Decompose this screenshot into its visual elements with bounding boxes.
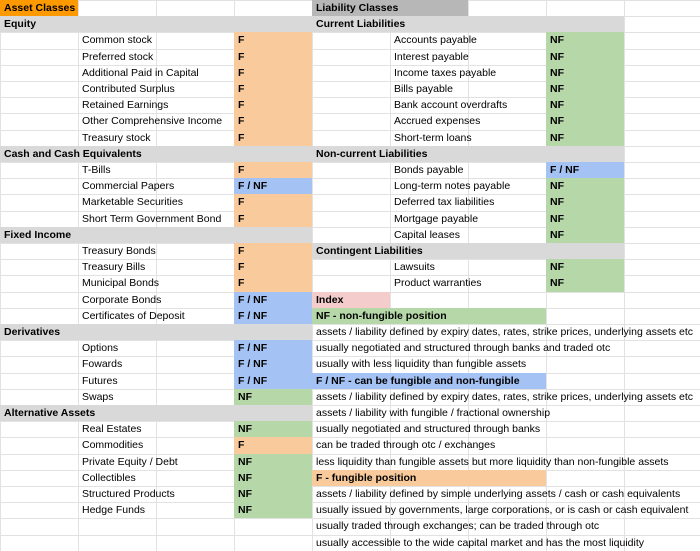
asset-tag[interactable]: F / NF bbox=[234, 292, 312, 308]
liability-tag[interactable]: NF bbox=[546, 97, 624, 113]
asset-tag[interactable]: F bbox=[234, 113, 312, 129]
legend-nf-heading[interactable]: NF - non-fungible position bbox=[312, 308, 546, 324]
asset-tag[interactable]: F bbox=[234, 259, 312, 275]
legend-nf-note[interactable]: usually with less liquidity than fungible assets bbox=[316, 358, 527, 371]
legend-f-note[interactable]: usually issued by governments, large corporations, or is cash or cash equivalent bbox=[316, 504, 689, 517]
asset-tag[interactable]: F bbox=[234, 97, 312, 113]
asset-tag[interactable]: F / NF bbox=[234, 340, 312, 356]
asset-section-fixed-income[interactable]: Fixed Income bbox=[4, 228, 72, 241]
asset-item-fowards[interactable]: Fowards bbox=[82, 358, 123, 371]
asset-item-real-estates[interactable]: Real Estates bbox=[82, 423, 142, 436]
liability-section-current-liabilities[interactable]: Current Liabilities bbox=[316, 18, 406, 31]
liability-tag[interactable]: NF bbox=[546, 178, 624, 194]
asset-classes-header[interactable]: Asset Classes bbox=[0, 0, 78, 16]
liability-tag[interactable]: NF bbox=[546, 113, 624, 129]
asset-item-options[interactable]: Options bbox=[82, 342, 119, 355]
asset-tag[interactable]: NF bbox=[234, 502, 312, 518]
liability-tag[interactable]: NF bbox=[546, 81, 624, 97]
liability-item-accrued-expenses[interactable]: Accrued expenses bbox=[394, 115, 481, 128]
liability-item-interest-payable[interactable]: Interest payable bbox=[394, 50, 469, 63]
asset-item-commercial-papers[interactable]: Commercial Papers bbox=[82, 180, 175, 193]
legend-f-heading[interactable]: F - fungible position bbox=[312, 470, 546, 486]
asset-item-swaps[interactable]: Swaps bbox=[82, 390, 114, 403]
liability-item-long-term-notes-payable[interactable]: Long-term notes payable bbox=[394, 180, 511, 193]
liability-item-product-warranties[interactable]: Product warranties bbox=[394, 277, 482, 290]
asset-tag[interactable]: F bbox=[234, 130, 312, 146]
asset-item-preferred-stock[interactable]: Preferred stock bbox=[82, 50, 154, 63]
asset-tag[interactable]: F / NF bbox=[234, 356, 312, 372]
asset-section-equity[interactable]: Equity bbox=[4, 18, 37, 31]
asset-item-other-comprehensive-income[interactable]: Other Comprehensive Income bbox=[82, 115, 223, 128]
liability-item-accounts-payable[interactable]: Accounts payable bbox=[394, 34, 477, 47]
liability-item-income-taxes-payable[interactable]: Income taxes payable bbox=[394, 66, 497, 79]
asset-item-treasury-bills[interactable]: Treasury Bills bbox=[82, 261, 146, 274]
asset-item-corporate-bonds[interactable]: Corporate Bonds bbox=[82, 293, 162, 306]
liability-item-lawsuits[interactable]: Lawsuits bbox=[394, 261, 435, 274]
liability-item-deferred-tax-liabilities[interactable]: Deferred tax liabilities bbox=[394, 196, 495, 209]
asset-item-commodities[interactable]: Commodities bbox=[82, 439, 144, 452]
asset-item-private-equity-debt[interactable]: Private Equity / Debt bbox=[82, 455, 178, 468]
liability-tag[interactable]: NF bbox=[546, 275, 624, 291]
liability-tag[interactable]: F / NF bbox=[546, 162, 624, 178]
asset-tag[interactable]: F bbox=[234, 49, 312, 65]
liability-tag[interactable]: NF bbox=[546, 130, 624, 146]
asset-tag[interactable]: NF bbox=[234, 421, 312, 437]
asset-tag[interactable]: NF bbox=[234, 389, 312, 405]
asset-tag[interactable]: F / NF bbox=[234, 178, 312, 194]
legend-nf-note[interactable]: assets / liability defined by expiry dates, rates, strike prices, underlying assets etc bbox=[316, 326, 694, 338]
liability-tag[interactable]: NF bbox=[546, 194, 624, 210]
legend-f-note[interactable]: usually traded through exchanges; can be traded through otc bbox=[316, 520, 600, 533]
asset-item-treasury-stock[interactable]: Treasury stock bbox=[82, 131, 151, 144]
liability-tag[interactable]: NF bbox=[546, 211, 624, 227]
asset-section-alternative-assets[interactable]: Alternative Assets bbox=[4, 407, 96, 419]
liability-item-bank-account-overdrafts[interactable]: Bank account overdrafts bbox=[394, 99, 508, 112]
asset-tag[interactable]: F bbox=[234, 211, 312, 227]
legend-nf-note[interactable]: usually negotiated and structured through banks and traded otc bbox=[316, 342, 611, 355]
asset-section-cash-and-cash-equivalents[interactable]: Cash and Cash Equivalents bbox=[4, 147, 142, 160]
liability-section-non-current-liabilities[interactable]: Non-current Liabilities bbox=[316, 147, 428, 160]
legend-mixed-heading[interactable]: F / NF - can be fungible and non-fungible bbox=[312, 373, 546, 389]
asset-item-marketable-securities[interactable]: Marketable Securities bbox=[82, 196, 183, 209]
asset-item-short-term-government-bond[interactable]: Short Term Government Bond bbox=[82, 212, 222, 225]
asset-item-treasury-bonds[interactable]: Treasury Bonds bbox=[82, 245, 156, 257]
asset-item-structured-products[interactable]: Structured Products bbox=[82, 488, 175, 500]
asset-tag[interactable]: F bbox=[234, 243, 312, 259]
asset-tag[interactable]: F bbox=[234, 437, 312, 453]
asset-item-futures[interactable]: Futures bbox=[82, 374, 118, 387]
liability-tag[interactable]: NF bbox=[546, 32, 624, 48]
liability-tag[interactable]: NF bbox=[546, 49, 624, 65]
asset-item-common-stock[interactable]: Common stock bbox=[82, 34, 153, 47]
liability-tag[interactable]: NF bbox=[546, 227, 624, 243]
asset-tag[interactable]: F bbox=[234, 81, 312, 97]
asset-tag[interactable]: NF bbox=[234, 486, 312, 502]
liability-item-short-term-loans[interactable]: Short-term loans bbox=[394, 131, 472, 144]
asset-section-derivatives[interactable]: Derivatives bbox=[4, 326, 61, 338]
asset-tag[interactable]: NF bbox=[234, 470, 312, 486]
asset-item-certificates-of-deposit[interactable]: Certificates of Deposit bbox=[82, 309, 185, 322]
liability-classes-header[interactable]: Liability Classes bbox=[312, 0, 468, 16]
liability-item-bills-payable[interactable]: Bills payable bbox=[394, 83, 453, 95]
asset-tag[interactable]: F bbox=[234, 275, 312, 291]
asset-tag[interactable]: F bbox=[234, 65, 312, 81]
liability-tag[interactable]: NF bbox=[546, 259, 624, 275]
asset-tag[interactable]: NF bbox=[234, 454, 312, 470]
asset-tag[interactable]: F bbox=[234, 32, 312, 48]
asset-tag[interactable]: F bbox=[234, 194, 312, 210]
legend-mixed-note[interactable]: usually negotiated and structured through banks bbox=[316, 423, 541, 436]
asset-item-hedge-funds[interactable]: Hedge Funds bbox=[82, 504, 146, 517]
legend-mixed-note[interactable]: assets / liability defined by expiry dates, rates, strike prices, underlying assets etc bbox=[316, 390, 694, 403]
asset-tag[interactable]: F / NF bbox=[234, 308, 312, 324]
legend-mixed-note[interactable]: assets / liability with fungible / fractional ownership bbox=[316, 407, 551, 419]
legend-f-note[interactable]: usually accessible to the wide capital market and has the most liquidity bbox=[316, 536, 645, 549]
liability-item-bonds-payable[interactable]: Bonds payable bbox=[394, 164, 464, 176]
index-title[interactable]: Index bbox=[312, 292, 390, 308]
asset-tag[interactable]: F bbox=[234, 162, 312, 178]
asset-item-t-bills[interactable]: T-Bills bbox=[82, 164, 111, 176]
asset-item-retained-earnings[interactable]: Retained Earnings bbox=[82, 99, 169, 112]
asset-item-additional-paid-in-capital[interactable]: Additional Paid in Capital bbox=[82, 66, 199, 79]
liability-tag[interactable]: NF bbox=[546, 65, 624, 81]
liability-item-capital-leases[interactable]: Capital leases bbox=[394, 228, 460, 241]
asset-tag[interactable]: F / NF bbox=[234, 373, 312, 389]
asset-item-municipal-bonds[interactable]: Municipal Bonds bbox=[82, 277, 160, 290]
legend-mixed-note[interactable]: can be traded through otc / exchanges bbox=[316, 439, 496, 452]
legend-f-note[interactable]: assets / liability defined by simple underlying assets / cash or cash equivalents bbox=[316, 488, 681, 500]
legend-mixed-note[interactable]: less liquidity than fungible assets but more liquidity than non-fungible assets bbox=[316, 455, 669, 468]
asset-item-collectibles[interactable]: Collectibles bbox=[82, 471, 136, 484]
liability-item-mortgage-payable[interactable]: Mortgage payable bbox=[394, 212, 479, 225]
liability-section-contingent-liabilities[interactable]: Contingent Liabilities bbox=[316, 245, 423, 257]
asset-item-contributed-surplus[interactable]: Contributed Surplus bbox=[82, 83, 175, 95]
